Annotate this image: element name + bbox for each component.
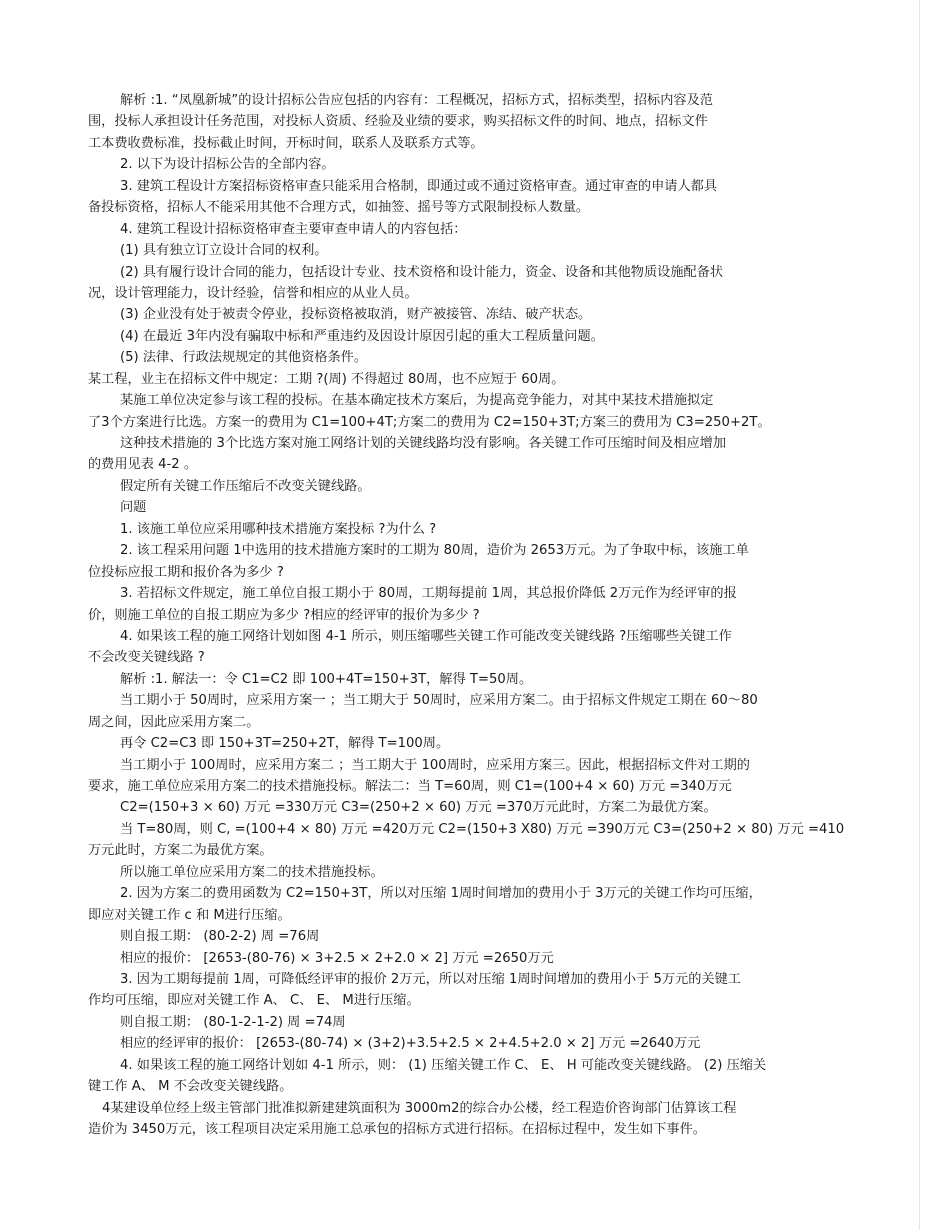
text-line: 4. 建筑工程设计招标资格审查主要审查申请人的内容包括： bbox=[120, 221, 467, 237]
text-line: 备投标资格，招标人不能采用其他不合理方式，如抽签、摇号等方式限制投标人数量。 bbox=[88, 200, 590, 216]
text-line: (1) 具有独立订立设计合同的权利。 bbox=[120, 243, 328, 259]
text-line: 万元此时，方案二为最优方案。 bbox=[88, 843, 273, 859]
text-line: 则自报工期： (80-1-2-1-2) 周 =74周 bbox=[120, 1014, 346, 1030]
text-line: 价，则施工单位的自报工期应为多少 ?相应的经评审的报价为多少 ? bbox=[88, 607, 480, 623]
text-line: 围，投标人承担设计任务范围，对投标人资质、经验及业绩的要求，购买招标文件的时间、地点，招标文件 bbox=[88, 114, 708, 130]
text-line: (2) 具有履行设计合同的能力，包括设计专业、技术资格和设计能力，资金、设备和其他物质设施配备状 bbox=[120, 264, 724, 280]
text-line: 即应对关键工作 c 和 M进行压缩。 bbox=[88, 907, 291, 923]
text-line: 这种技术措施的 3个比选方案对施工网络计划的关键线路均没有影响。各关键工作可压缩时间及相应增加 bbox=[120, 436, 727, 451]
text-line: 3. 因为工期每提前 1周，可降低经评审的报价 2万元，所以对压缩 1周时间增加的费用小于 5万元的关键工 bbox=[120, 971, 741, 987]
text-line: 要求，施工单位应采用方案二的技术措施投标。解法二：当 T=60周，则 C1=(100+4 × 60) 万元 =340万元 bbox=[88, 779, 732, 794]
text-line: 某工程，业主在招标文件中规定：工期 ?(周) 不得超过 80周，也不应短于 60周。 bbox=[88, 371, 565, 387]
text-line: 2. 以下为设计招标公告的全部内容。 bbox=[120, 157, 335, 173]
text-line: 问题 bbox=[120, 500, 147, 516]
text-line: 假定所有关键工作压缩后不改变关键线路。 bbox=[120, 478, 371, 494]
text-line: (5) 法律、行政法规规定的其他资格条件。 bbox=[120, 350, 368, 366]
text-line: 2. 该工程采用问题 1中选用的技术措施方案时的工期为 80周，造价为 2653万元。为了争取中标，该施工单 bbox=[120, 543, 749, 559]
text-line: C2=(150+3 × 60) 万元 =330万元 C3=(250+2 × 60) 万元 =370万元此时，方案二为最优方案。 bbox=[120, 800, 717, 816]
document-body bbox=[88, 90, 868, 1140]
text-line: 某施工单位决定参与该工程的投标。在基本确定技术方案后，为提高竞争能力，对其中某技术措施拟定 bbox=[120, 393, 714, 409]
text-line: 4. 如果该工程的施工网络计划如图 4-1 所示，则压缩哪些关键工作可能改变关键线路 ?压缩哪些关键工作 bbox=[120, 628, 732, 644]
text-line: 了3个方案进行比选。方案一的费用为 C1=100+4T;方案二的费用为 C2=150+3T;方案三的费用为 C3=250+2T。 bbox=[88, 414, 771, 430]
text-line: 况，设计管理能力，设计经验，信誉和相应的从业人员。 bbox=[88, 285, 418, 301]
text-line: 3. 若招标文件规定，施工单位自报工期小于 80周，工期每提前 1周，其总报价降低 2万元作为经评审的报 bbox=[120, 586, 737, 602]
page-edge-line bbox=[919, 0, 920, 1230]
text-line: 当工期小于 50周时，应采用方案一 ；当工期大于 50周时，应采用方案二。由于招标文件规定工期在 60～80 bbox=[120, 693, 758, 709]
text-line: 解析 :1. 解法一：令 C1=C2 即 100+4T=150+3T，解得 T=50周。 bbox=[120, 671, 533, 687]
text-line: 当 T=80周，则 C, =(100+4 × 80) 万元 =420万元 C2=(150+3 X80) 万元 =390万元 C3=(250+2 × 80) 万元 =410 bbox=[120, 821, 845, 837]
text-line: 相应的经评审的报价： [2653-(80-74) × (3+2)+3.5+2.5 × 2+4.5+2.0 × 2] 万元 =2640万元 bbox=[120, 1036, 701, 1052]
text-line: 4. 如果该工程的施工网络计划如 4-1 所示，则： (1) 压缩关键工作 C、 E、 H 可能改变关键线路。 (2) 压缩关 bbox=[120, 1057, 767, 1073]
text-line: 2. 因为方案二的费用函数为 C2=150+3T，所以对压缩 1周时间增加的费用小于 3万元的关键工作均可压缩， bbox=[120, 886, 762, 902]
text-line: 不会改变关键线路 ? bbox=[88, 650, 205, 666]
text-line: 位投标应报工期和报价各为多少 ? bbox=[88, 564, 284, 580]
text-line: (4) 在最近 3年内没有骗取中标和严重违约及因设计原因引起的重大工程质量问题。 bbox=[120, 328, 604, 344]
text-line: 的费用见表 4-2 。 bbox=[88, 457, 198, 473]
text-line: 当工期小于 100周时，应采用方案二 ；当工期大于 100周时，应采用方案三。因此，根据招标文件对工期的 bbox=[120, 757, 750, 773]
text-line: 工本费收费标准，投标截止时间，开标时间，联系人及联系方式等。 bbox=[88, 135, 484, 151]
text-line: 周之间，因此应采用方案二。 bbox=[88, 714, 260, 730]
text-line: 4某建设单位经上级主管部门批准拟新建建筑面积为 3000m2的综合办公楼，经工程造价咨询部门估算该工程 bbox=[102, 1100, 737, 1116]
text-line: 键工作 A、 M 不会改变关键线路。 bbox=[88, 1079, 293, 1095]
text-line: 解析 :1. “凤凰新城”的设计招标公告应包括的内容有：工程概况，招标方式，招标类型，招标内容及范 bbox=[120, 93, 713, 108]
text-line: 再令 C2=C3 即 150+3T=250+2T，解得 T=100周。 bbox=[120, 736, 450, 752]
text-line: 造价为 3450万元，该工程项目决定采用施工总承包的招标方式进行招标。在招标过程中，发生如下事件。 bbox=[88, 1122, 706, 1137]
text-line: 1. 该施工单位应采用哪种技术措施方案投标 ?为什么 ? bbox=[120, 521, 437, 537]
text-line: 所以施工单位应采用方案二的技术措施投标。 bbox=[120, 864, 384, 880]
text-line: 则自报工期： (80-2-2) 周 =76周 bbox=[120, 929, 320, 945]
text-line: 3. 建筑工程设计方案招标资格审查只能采用合格制，即通过或不通过资格审查。通过审查的申请人都具 bbox=[120, 178, 718, 194]
text-line: 相应的报价： [2653-(80-76) × 3+2.5 × 2+2.0 × 2] 万元 =2650万元 bbox=[120, 950, 554, 966]
text-line: 作均可压缩，即应对关键工作 A、 C、 E、 M进行压缩。 bbox=[88, 993, 420, 1009]
text-line: (3) 企业没有处于被责令停业，投标资格被取消，财产被接管、冻结、破产状态。 bbox=[120, 307, 592, 323]
